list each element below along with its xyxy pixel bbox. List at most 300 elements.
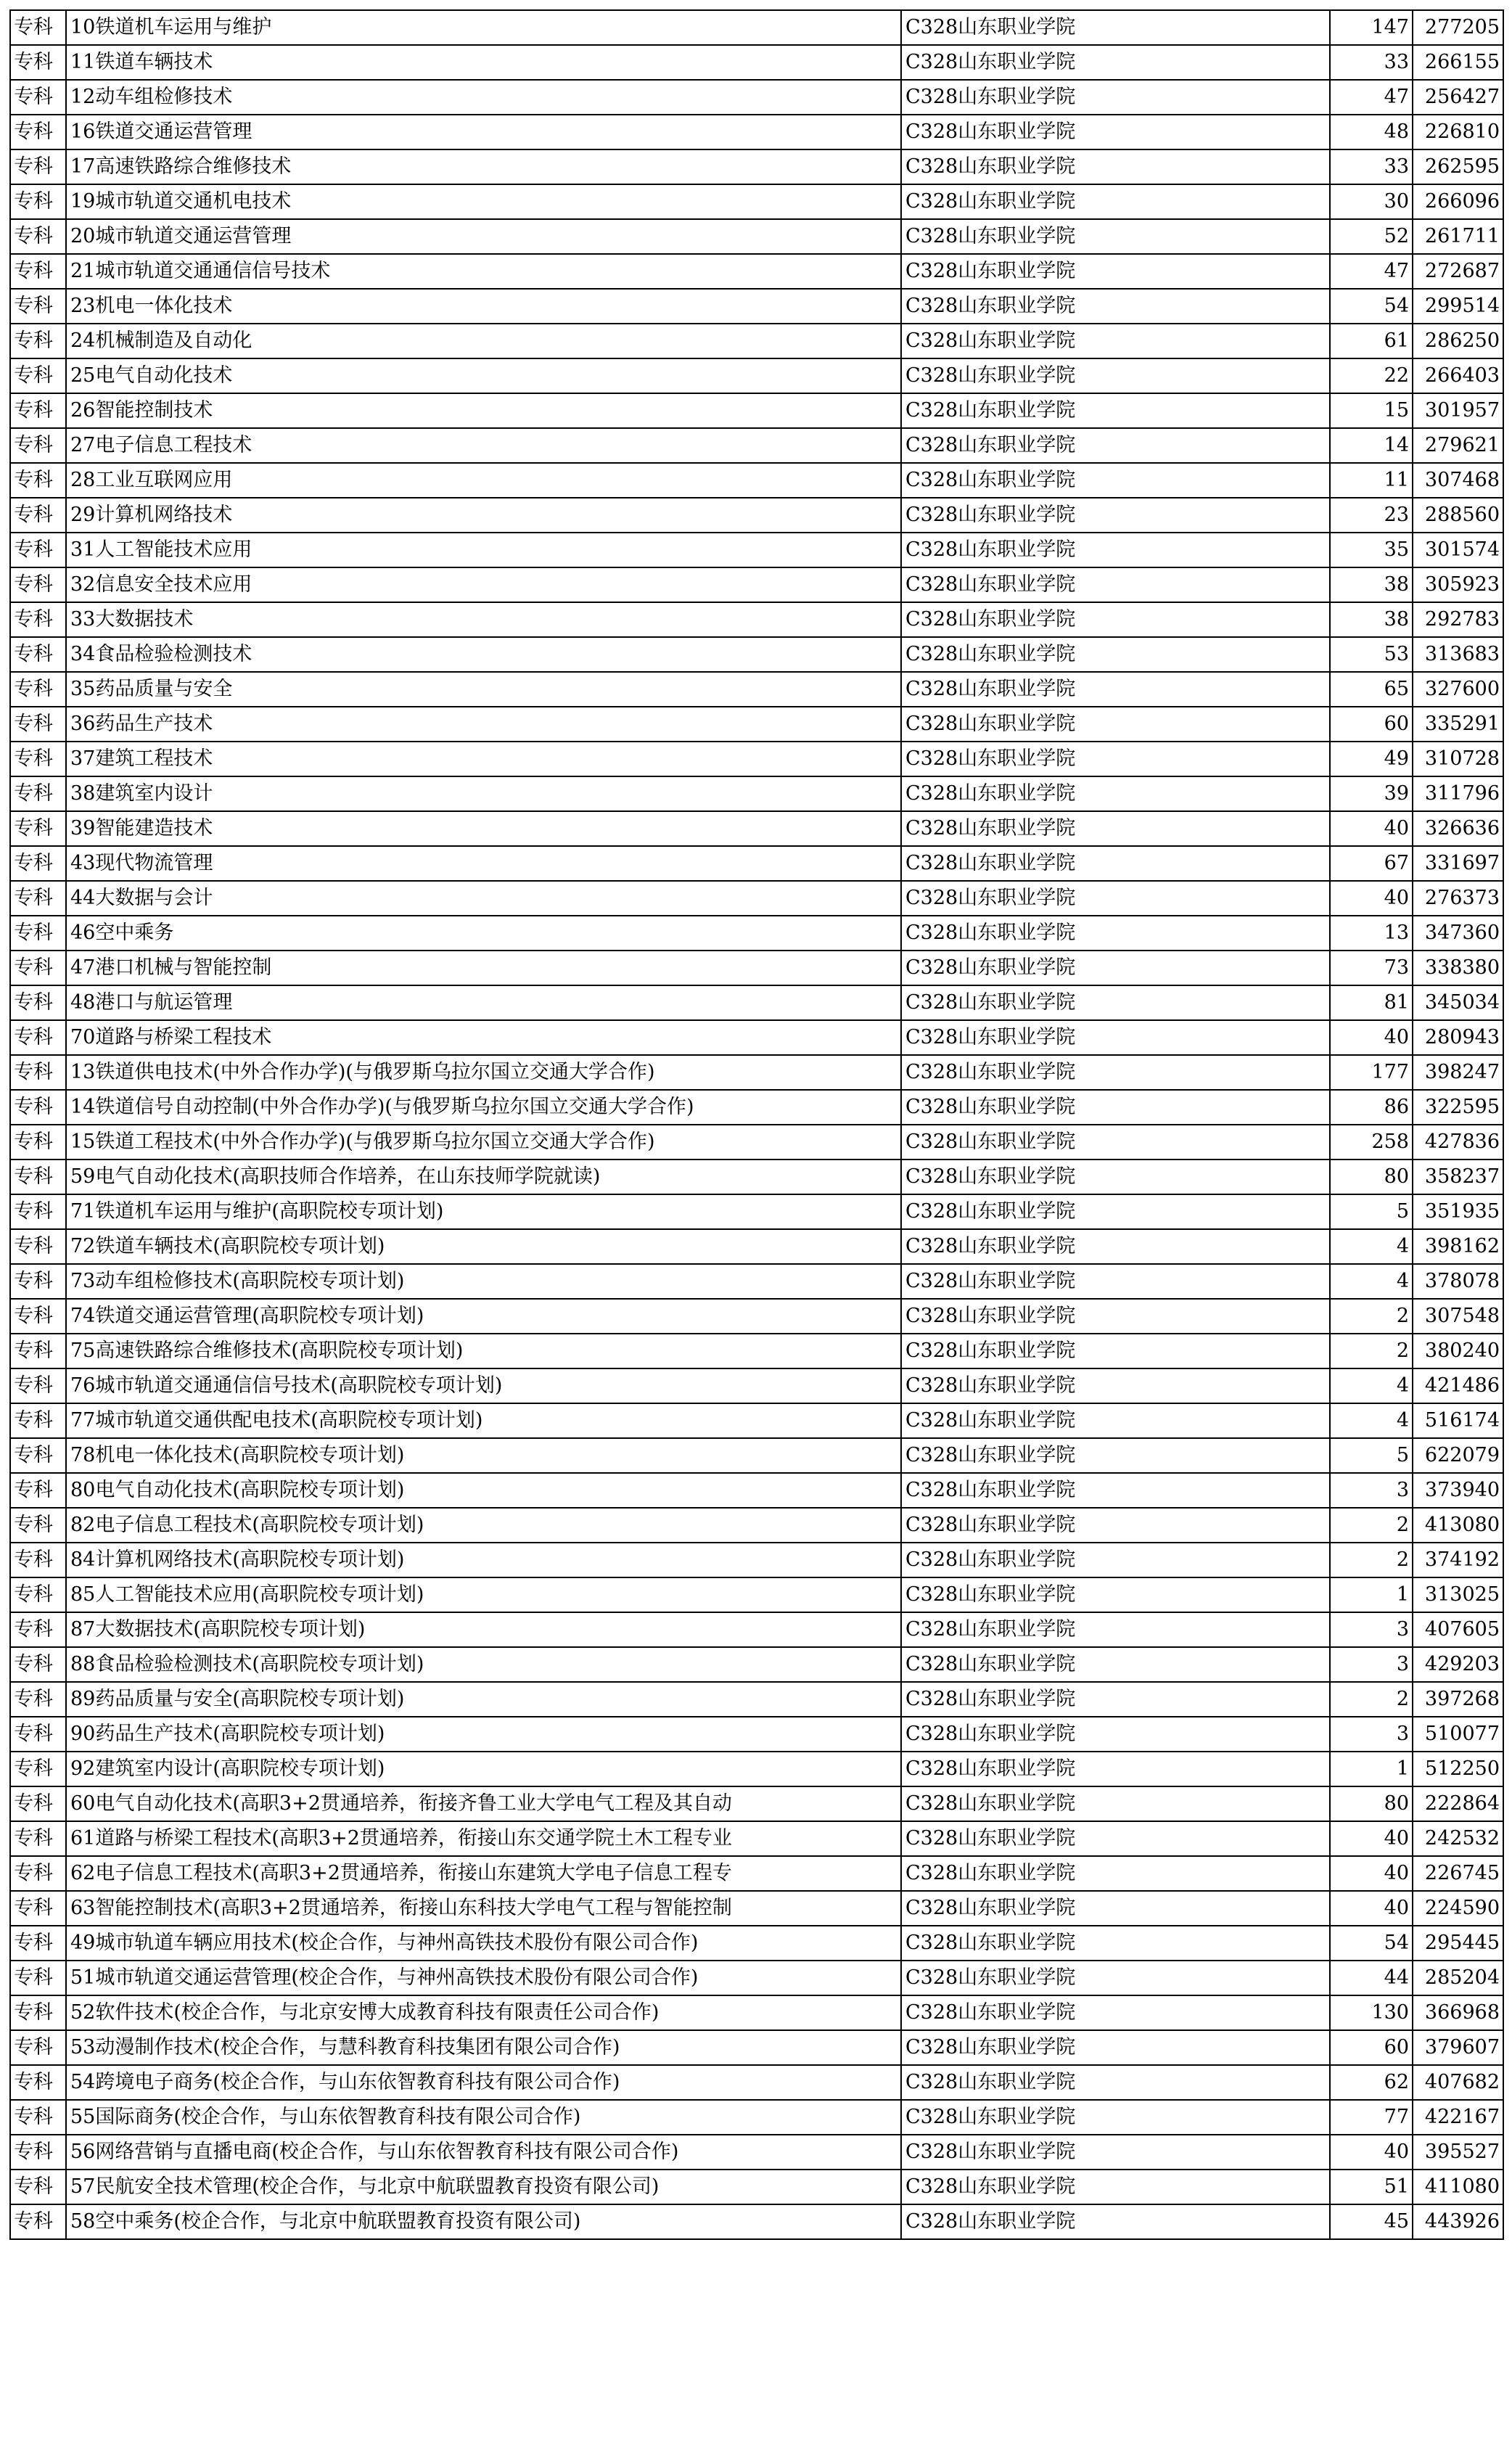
cell-school: C328山东职业学院	[901, 2100, 1330, 2135]
cell-school: C328山东职业学院	[901, 1368, 1330, 1403]
cell-plan-count: 51	[1330, 2170, 1413, 2204]
cell-min-rank: 443926	[1413, 2204, 1503, 2239]
table-row	[10, 498, 1503, 533]
cell-school: C328山东职业学院	[901, 1682, 1330, 1717]
table-row	[10, 1368, 1503, 1403]
table-row	[10, 115, 1503, 149]
cell-school: C328山东职业学院	[901, 707, 1330, 742]
cell-min-rank: 266155	[1413, 45, 1503, 80]
cell-school: C328山东职业学院	[901, 10, 1330, 45]
cell-school: C328山东职业学院	[901, 2030, 1330, 2065]
cell-level: 专科	[10, 1647, 66, 1682]
cell-plan-count: 62	[1330, 2065, 1413, 2100]
cell-plan-count: 44	[1330, 1961, 1413, 1995]
cell-level: 专科	[10, 1229, 66, 1264]
cell-level: 专科	[10, 115, 66, 149]
cell-major: 49城市轨道车辆应用技术(校企合作，与神州高铁技术股份有限公司合作)	[66, 1926, 901, 1961]
cell-plan-count: 1	[1330, 1577, 1413, 1612]
table-row	[10, 289, 1503, 324]
cell-plan-count: 177	[1330, 1055, 1413, 1090]
cell-level: 专科	[10, 1682, 66, 1717]
cell-level: 专科	[10, 219, 66, 254]
cell-plan-count: 30	[1330, 184, 1413, 219]
cell-min-rank: 262595	[1413, 149, 1503, 184]
cell-level: 专科	[10, 1334, 66, 1368]
cell-school: C328山东职业学院	[901, 637, 1330, 672]
cell-min-rank: 413080	[1413, 1508, 1503, 1543]
cell-level: 专科	[10, 1194, 66, 1229]
cell-school: C328山东职业学院	[901, 1229, 1330, 1264]
cell-level: 专科	[10, 1577, 66, 1612]
cell-level: 专科	[10, 742, 66, 776]
cell-min-rank: 261711	[1413, 219, 1503, 254]
cell-level: 专科	[10, 1438, 66, 1473]
table-row	[10, 254, 1503, 289]
cell-major: 23机电一体化技术	[66, 289, 901, 324]
cell-school: C328山东职业学院	[901, 289, 1330, 324]
cell-major: 85人工智能技术应用(高职院校专项计划)	[66, 1577, 901, 1612]
cell-school: C328山东职业学院	[901, 1194, 1330, 1229]
cell-plan-count: 48	[1330, 115, 1413, 149]
cell-min-rank: 310728	[1413, 742, 1503, 776]
cell-school: C328山东职业学院	[901, 2065, 1330, 2100]
cell-major: 61道路与桥梁工程技术(高职3+2贯通培养，衔接山东交通学院土木工程专业	[66, 1821, 901, 1856]
cell-min-rank: 358237	[1413, 1160, 1503, 1194]
table-row	[10, 602, 1503, 637]
cell-min-rank: 286250	[1413, 324, 1503, 358]
table-row	[10, 1125, 1503, 1160]
cell-school: C328山东职业学院	[901, 811, 1330, 846]
cell-plan-count: 81	[1330, 985, 1413, 1020]
cell-school: C328山东职业学院	[901, 1299, 1330, 1334]
cell-min-rank: 345034	[1413, 985, 1503, 1020]
cell-major: 24机械制造及自动化	[66, 324, 901, 358]
cell-school: C328山东职业学院	[901, 219, 1330, 254]
cell-level: 专科	[10, 1612, 66, 1647]
cell-level: 专科	[10, 637, 66, 672]
cell-school: C328山东职业学院	[901, 393, 1330, 428]
table-row	[10, 985, 1503, 1020]
cell-plan-count: 54	[1330, 1926, 1413, 1961]
cell-min-rank: 307468	[1413, 463, 1503, 498]
table-row	[10, 637, 1503, 672]
cell-major: 82电子信息工程技术(高职院校专项计划)	[66, 1508, 901, 1543]
cell-plan-count: 47	[1330, 80, 1413, 115]
cell-major: 58空中乘务(校企合作，与北京中航联盟教育投资有限公司)	[66, 2204, 901, 2239]
cell-level: 专科	[10, 1264, 66, 1299]
cell-plan-count: 45	[1330, 2204, 1413, 2239]
cell-school: C328山东职业学院	[901, 1856, 1330, 1891]
cell-min-rank: 335291	[1413, 707, 1503, 742]
cell-level: 专科	[10, 463, 66, 498]
cell-min-rank: 373940	[1413, 1473, 1503, 1508]
cell-level: 专科	[10, 10, 66, 45]
cell-school: C328山东职业学院	[901, 742, 1330, 776]
cell-level: 专科	[10, 846, 66, 881]
cell-school: C328山东职业学院	[901, 184, 1330, 219]
cell-plan-count: 86	[1330, 1090, 1413, 1125]
cell-plan-count: 258	[1330, 1125, 1413, 1160]
cell-level: 专科	[10, 916, 66, 951]
table-row	[10, 1995, 1503, 2030]
cell-school: C328山东职业学院	[901, 1160, 1330, 1194]
cell-min-rank: 266096	[1413, 184, 1503, 219]
cell-school: C328山东职业学院	[901, 115, 1330, 149]
cell-major: 89药品质量与安全(高职院校专项计划)	[66, 1682, 901, 1717]
cell-school: C328山东职业学院	[901, 428, 1330, 463]
cell-min-rank: 374192	[1413, 1543, 1503, 1577]
table-row	[10, 1682, 1503, 1717]
cell-major: 46空中乘务	[66, 916, 901, 951]
cell-major: 53动漫制作技术(校企合作，与慧科教育科技集团有限公司合作)	[66, 2030, 901, 2065]
cell-school: C328山东职业学院	[901, 1717, 1330, 1752]
cell-level: 专科	[10, 1090, 66, 1125]
table-row	[10, 2135, 1503, 2170]
cell-plan-count: 40	[1330, 2135, 1413, 2170]
cell-level: 专科	[10, 776, 66, 811]
cell-plan-count: 67	[1330, 846, 1413, 881]
cell-major: 26智能控制技术	[66, 393, 901, 428]
cell-school: C328山东职业学院	[901, 45, 1330, 80]
cell-min-rank: 322595	[1413, 1090, 1503, 1125]
cell-level: 专科	[10, 533, 66, 567]
table-row	[10, 2170, 1503, 2204]
cell-major: 90药品生产技术(高职院校专项计划)	[66, 1717, 901, 1752]
cell-major: 73动车组检修技术(高职院校专项计划)	[66, 1264, 901, 1299]
cell-level: 专科	[10, 393, 66, 428]
cell-level: 专科	[10, 498, 66, 533]
cell-plan-count: 40	[1330, 1856, 1413, 1891]
cell-school: C328山东职业学院	[901, 1786, 1330, 1821]
cell-major: 34食品检验检测技术	[66, 637, 901, 672]
cell-major: 43现代物流管理	[66, 846, 901, 881]
table-row	[10, 951, 1503, 985]
cell-plan-count: 33	[1330, 45, 1413, 80]
table-row	[10, 1577, 1503, 1612]
cell-school: C328山东职业学院	[901, 498, 1330, 533]
cell-min-rank: 266403	[1413, 358, 1503, 393]
cell-school: C328山东职业学院	[901, 1473, 1330, 1508]
cell-level: 专科	[10, 1717, 66, 1752]
cell-school: C328山东职业学院	[901, 985, 1330, 1020]
cell-min-rank: 295445	[1413, 1926, 1503, 1961]
cell-major: 62电子信息工程技术(高职3+2贯通培养，衔接山东建筑大学电子信息工程专	[66, 1856, 901, 1891]
cell-level: 专科	[10, 2204, 66, 2239]
cell-plan-count: 5	[1330, 1438, 1413, 1473]
cell-level: 专科	[10, 985, 66, 1020]
cell-school: C328山东职业学院	[901, 2135, 1330, 2170]
cell-min-rank: 301957	[1413, 393, 1503, 428]
cell-major: 44大数据与会计	[66, 881, 901, 916]
cell-plan-count: 38	[1330, 567, 1413, 602]
cell-major: 31人工智能技术应用	[66, 533, 901, 567]
cell-level: 专科	[10, 811, 66, 846]
table-row	[10, 881, 1503, 916]
cell-school: C328山东职业学院	[901, 358, 1330, 393]
admission-table-body	[10, 10, 1503, 2239]
cell-plan-count: 73	[1330, 951, 1413, 985]
cell-major: 11铁道车辆技术	[66, 45, 901, 80]
cell-min-rank: 366968	[1413, 1995, 1503, 2030]
cell-major: 51城市轨道交通运营管理(校企合作，与神州高铁技术股份有限公司合作)	[66, 1961, 901, 1995]
cell-school: C328山东职业学院	[901, 2170, 1330, 2204]
cell-level: 专科	[10, 1403, 66, 1438]
cell-major: 48港口与航运管理	[66, 985, 901, 1020]
table-row	[10, 567, 1503, 602]
cell-min-rank: 299514	[1413, 289, 1503, 324]
cell-school: C328山东职业学院	[901, 1508, 1330, 1543]
cell-school: C328山东职业学院	[901, 1438, 1330, 1473]
cell-min-rank: 411080	[1413, 2170, 1503, 2204]
cell-plan-count: 1	[1330, 1752, 1413, 1786]
cell-plan-count: 11	[1330, 463, 1413, 498]
cell-plan-count: 3	[1330, 1717, 1413, 1752]
cell-min-rank: 224590	[1413, 1891, 1503, 1926]
cell-major: 70道路与桥梁工程技术	[66, 1020, 901, 1055]
cell-school: C328山东职业学院	[901, 1403, 1330, 1438]
cell-level: 专科	[10, 1368, 66, 1403]
cell-major: 32信息安全技术应用	[66, 567, 901, 602]
cell-level: 专科	[10, 2030, 66, 2065]
cell-plan-count: 3	[1330, 1473, 1413, 1508]
cell-major: 35药品质量与安全	[66, 672, 901, 707]
cell-plan-count: 80	[1330, 1160, 1413, 1194]
cell-plan-count: 65	[1330, 672, 1413, 707]
cell-min-rank: 397268	[1413, 1682, 1503, 1717]
cell-plan-count: 40	[1330, 1891, 1413, 1926]
cell-school: C328山东职业学院	[901, 1961, 1330, 1995]
cell-major: 63智能控制技术(高职3+2贯通培养，衔接山东科技大学电气工程与智能控制	[66, 1891, 901, 1926]
cell-major: 92建筑室内设计(高职院校专项计划)	[66, 1752, 901, 1786]
cell-major: 37建筑工程技术	[66, 742, 901, 776]
cell-school: C328山东职业学院	[901, 149, 1330, 184]
cell-plan-count: 54	[1330, 289, 1413, 324]
cell-major: 15铁道工程技术(中外合作办学)(与俄罗斯乌拉尔国立交通大学合作)	[66, 1125, 901, 1160]
cell-plan-count: 60	[1330, 2030, 1413, 2065]
cell-level: 专科	[10, 1055, 66, 1090]
cell-major: 55国际商务(校企合作，与山东依智教育科技有限公司合作)	[66, 2100, 901, 2135]
table-row	[10, 1752, 1503, 1786]
table-row	[10, 1299, 1503, 1334]
cell-min-rank: 285204	[1413, 1961, 1503, 1995]
table-row	[10, 393, 1503, 428]
cell-min-rank: 280943	[1413, 1020, 1503, 1055]
cell-school: C328山东职业学院	[901, 602, 1330, 637]
table-row	[10, 1717, 1503, 1752]
cell-plan-count: 23	[1330, 498, 1413, 533]
cell-major: 71铁道机车运用与维护(高职院校专项计划)	[66, 1194, 901, 1229]
cell-major: 84计算机网络技术(高职院校专项计划)	[66, 1543, 901, 1577]
cell-school: C328山东职业学院	[901, 1334, 1330, 1368]
cell-major: 33大数据技术	[66, 602, 901, 637]
cell-plan-count: 3	[1330, 1647, 1413, 1682]
table-row	[10, 1473, 1503, 1508]
cell-plan-count: 33	[1330, 149, 1413, 184]
cell-level: 专科	[10, 602, 66, 637]
cell-plan-count: 38	[1330, 602, 1413, 637]
cell-plan-count: 40	[1330, 811, 1413, 846]
table-row	[10, 1194, 1503, 1229]
cell-level: 专科	[10, 1821, 66, 1856]
cell-min-rank: 301574	[1413, 533, 1503, 567]
cell-school: C328山东职业学院	[901, 776, 1330, 811]
table-row	[10, 45, 1503, 80]
cell-min-rank: 292783	[1413, 602, 1503, 637]
table-row	[10, 1160, 1503, 1194]
cell-plan-count: 2	[1330, 1543, 1413, 1577]
table-row	[10, 2204, 1503, 2239]
cell-min-rank: 422167	[1413, 2100, 1503, 2135]
cell-school: C328山东职业学院	[901, 1577, 1330, 1612]
table-row	[10, 2100, 1503, 2135]
cell-plan-count: 80	[1330, 1786, 1413, 1821]
cell-plan-count: 14	[1330, 428, 1413, 463]
cell-level: 专科	[10, 672, 66, 707]
cell-major: 16铁道交通运营管理	[66, 115, 901, 149]
cell-plan-count: 49	[1330, 742, 1413, 776]
cell-plan-count: 47	[1330, 254, 1413, 289]
table-row	[10, 1264, 1503, 1299]
cell-school: C328山东职业学院	[901, 916, 1330, 951]
cell-school: C328山东职业学院	[901, 1543, 1330, 1577]
cell-plan-count: 61	[1330, 324, 1413, 358]
cell-major: 21城市轨道交通通信信号技术	[66, 254, 901, 289]
cell-min-rank: 256427	[1413, 80, 1503, 115]
table-row	[10, 1926, 1503, 1961]
cell-level: 专科	[10, 1020, 66, 1055]
cell-min-rank: 378078	[1413, 1264, 1503, 1299]
table-row	[10, 10, 1503, 45]
cell-level: 专科	[10, 2100, 66, 2135]
cell-major: 59电气自动化技术(高职技师合作培养，在山东技师学院就读)	[66, 1160, 901, 1194]
cell-level: 专科	[10, 1995, 66, 2030]
table-row	[10, 533, 1503, 567]
table-row	[10, 2065, 1503, 2100]
cell-min-rank: 516174	[1413, 1403, 1503, 1438]
cell-level: 专科	[10, 1543, 66, 1577]
cell-school: C328山东职业学院	[901, 463, 1330, 498]
table-row	[10, 776, 1503, 811]
cell-plan-count: 22	[1330, 358, 1413, 393]
cell-min-rank: 398162	[1413, 1229, 1503, 1264]
cell-min-rank: 407682	[1413, 2065, 1503, 2100]
cell-level: 专科	[10, 2170, 66, 2204]
cell-major: 12动车组检修技术	[66, 80, 901, 115]
cell-min-rank: 276373	[1413, 881, 1503, 916]
cell-school: C328山东职业学院	[901, 1020, 1330, 1055]
cell-level: 专科	[10, 1473, 66, 1508]
table-row	[10, 1821, 1503, 1856]
cell-major: 47港口机械与智能控制	[66, 951, 901, 985]
cell-level: 专科	[10, 1856, 66, 1891]
cell-major: 80电气自动化技术(高职院校专项计划)	[66, 1473, 901, 1508]
cell-level: 专科	[10, 2065, 66, 2100]
cell-min-rank: 242532	[1413, 1821, 1503, 1856]
cell-min-rank: 407605	[1413, 1612, 1503, 1647]
cell-major: 76城市轨道交通通信信号技术(高职院校专项计划)	[66, 1368, 901, 1403]
cell-level: 专科	[10, 80, 66, 115]
cell-school: C328山东职业学院	[901, 1264, 1330, 1299]
cell-major: 38建筑室内设计	[66, 776, 901, 811]
cell-plan-count: 2	[1330, 1508, 1413, 1543]
cell-major: 28工业互联网应用	[66, 463, 901, 498]
table-row	[10, 811, 1503, 846]
cell-major: 27电子信息工程技术	[66, 428, 901, 463]
cell-plan-count: 40	[1330, 1821, 1413, 1856]
cell-min-rank: 351935	[1413, 1194, 1503, 1229]
table-row	[10, 846, 1503, 881]
cell-school: C328山东职业学院	[901, 1891, 1330, 1926]
cell-min-rank: 510077	[1413, 1717, 1503, 1752]
table-row	[10, 358, 1503, 393]
cell-school: C328山东职业学院	[901, 1647, 1330, 1682]
cell-plan-count: 15	[1330, 393, 1413, 428]
table-row	[10, 1508, 1503, 1543]
cell-min-rank: 279621	[1413, 428, 1503, 463]
cell-plan-count: 53	[1330, 637, 1413, 672]
cell-major: 52软件技术(校企合作，与北京安博大成教育科技有限责任公司合作)	[66, 1995, 901, 2030]
cell-major: 13铁道供电技术(中外合作办学)(与俄罗斯乌拉尔国立交通大学合作)	[66, 1055, 901, 1090]
table-row	[10, 1090, 1503, 1125]
table-row	[10, 149, 1503, 184]
table-row	[10, 80, 1503, 115]
table-row	[10, 742, 1503, 776]
cell-school: C328山东职业学院	[901, 951, 1330, 985]
cell-level: 专科	[10, 1752, 66, 1786]
cell-school: C328山东职业学院	[901, 324, 1330, 358]
cell-plan-count: 60	[1330, 707, 1413, 742]
table-row	[10, 1612, 1503, 1647]
cell-major: 20城市轨道交通运营管理	[66, 219, 901, 254]
cell-school: C328山东职业学院	[901, 1125, 1330, 1160]
cell-min-rank: 338380	[1413, 951, 1503, 985]
cell-level: 专科	[10, 1926, 66, 1961]
cell-school: C328山东职业学院	[901, 1055, 1330, 1090]
cell-major: 10铁道机车运用与维护	[66, 10, 901, 45]
cell-major: 17高速铁路综合维修技术	[66, 149, 901, 184]
cell-min-rank: 379607	[1413, 2030, 1503, 2065]
cell-min-rank: 326636	[1413, 811, 1503, 846]
cell-plan-count: 77	[1330, 2100, 1413, 2135]
cell-plan-count: 13	[1330, 916, 1413, 951]
cell-plan-count: 2	[1330, 1682, 1413, 1717]
cell-min-rank: 398247	[1413, 1055, 1503, 1090]
cell-school: C328山东职业学院	[901, 567, 1330, 602]
cell-level: 专科	[10, 289, 66, 324]
cell-major: 54跨境电子商务(校企合作，与山东依智教育科技有限公司合作)	[66, 2065, 901, 2100]
cell-plan-count: 2	[1330, 1299, 1413, 1334]
cell-plan-count: 40	[1330, 1020, 1413, 1055]
cell-plan-count: 130	[1330, 1995, 1413, 2030]
cell-major: 88食品检验检测技术(高职院校专项计划)	[66, 1647, 901, 1682]
cell-school: C328山东职业学院	[901, 846, 1330, 881]
cell-min-rank: 277205	[1413, 10, 1503, 45]
cell-plan-count: 5	[1330, 1194, 1413, 1229]
cell-min-rank: 347360	[1413, 916, 1503, 951]
cell-school: C328山东职业学院	[901, 1821, 1330, 1856]
cell-min-rank: 226810	[1413, 115, 1503, 149]
cell-level: 专科	[10, 428, 66, 463]
cell-level: 专科	[10, 358, 66, 393]
cell-min-rank: 327600	[1413, 672, 1503, 707]
cell-school: C328山东职业学院	[901, 1926, 1330, 1961]
cell-min-rank: 331697	[1413, 846, 1503, 881]
cell-min-rank: 622079	[1413, 1438, 1503, 1473]
cell-level: 专科	[10, 1961, 66, 1995]
cell-major: 78机电一体化技术(高职院校专项计划)	[66, 1438, 901, 1473]
cell-plan-count: 40	[1330, 881, 1413, 916]
table-row	[10, 1786, 1503, 1821]
